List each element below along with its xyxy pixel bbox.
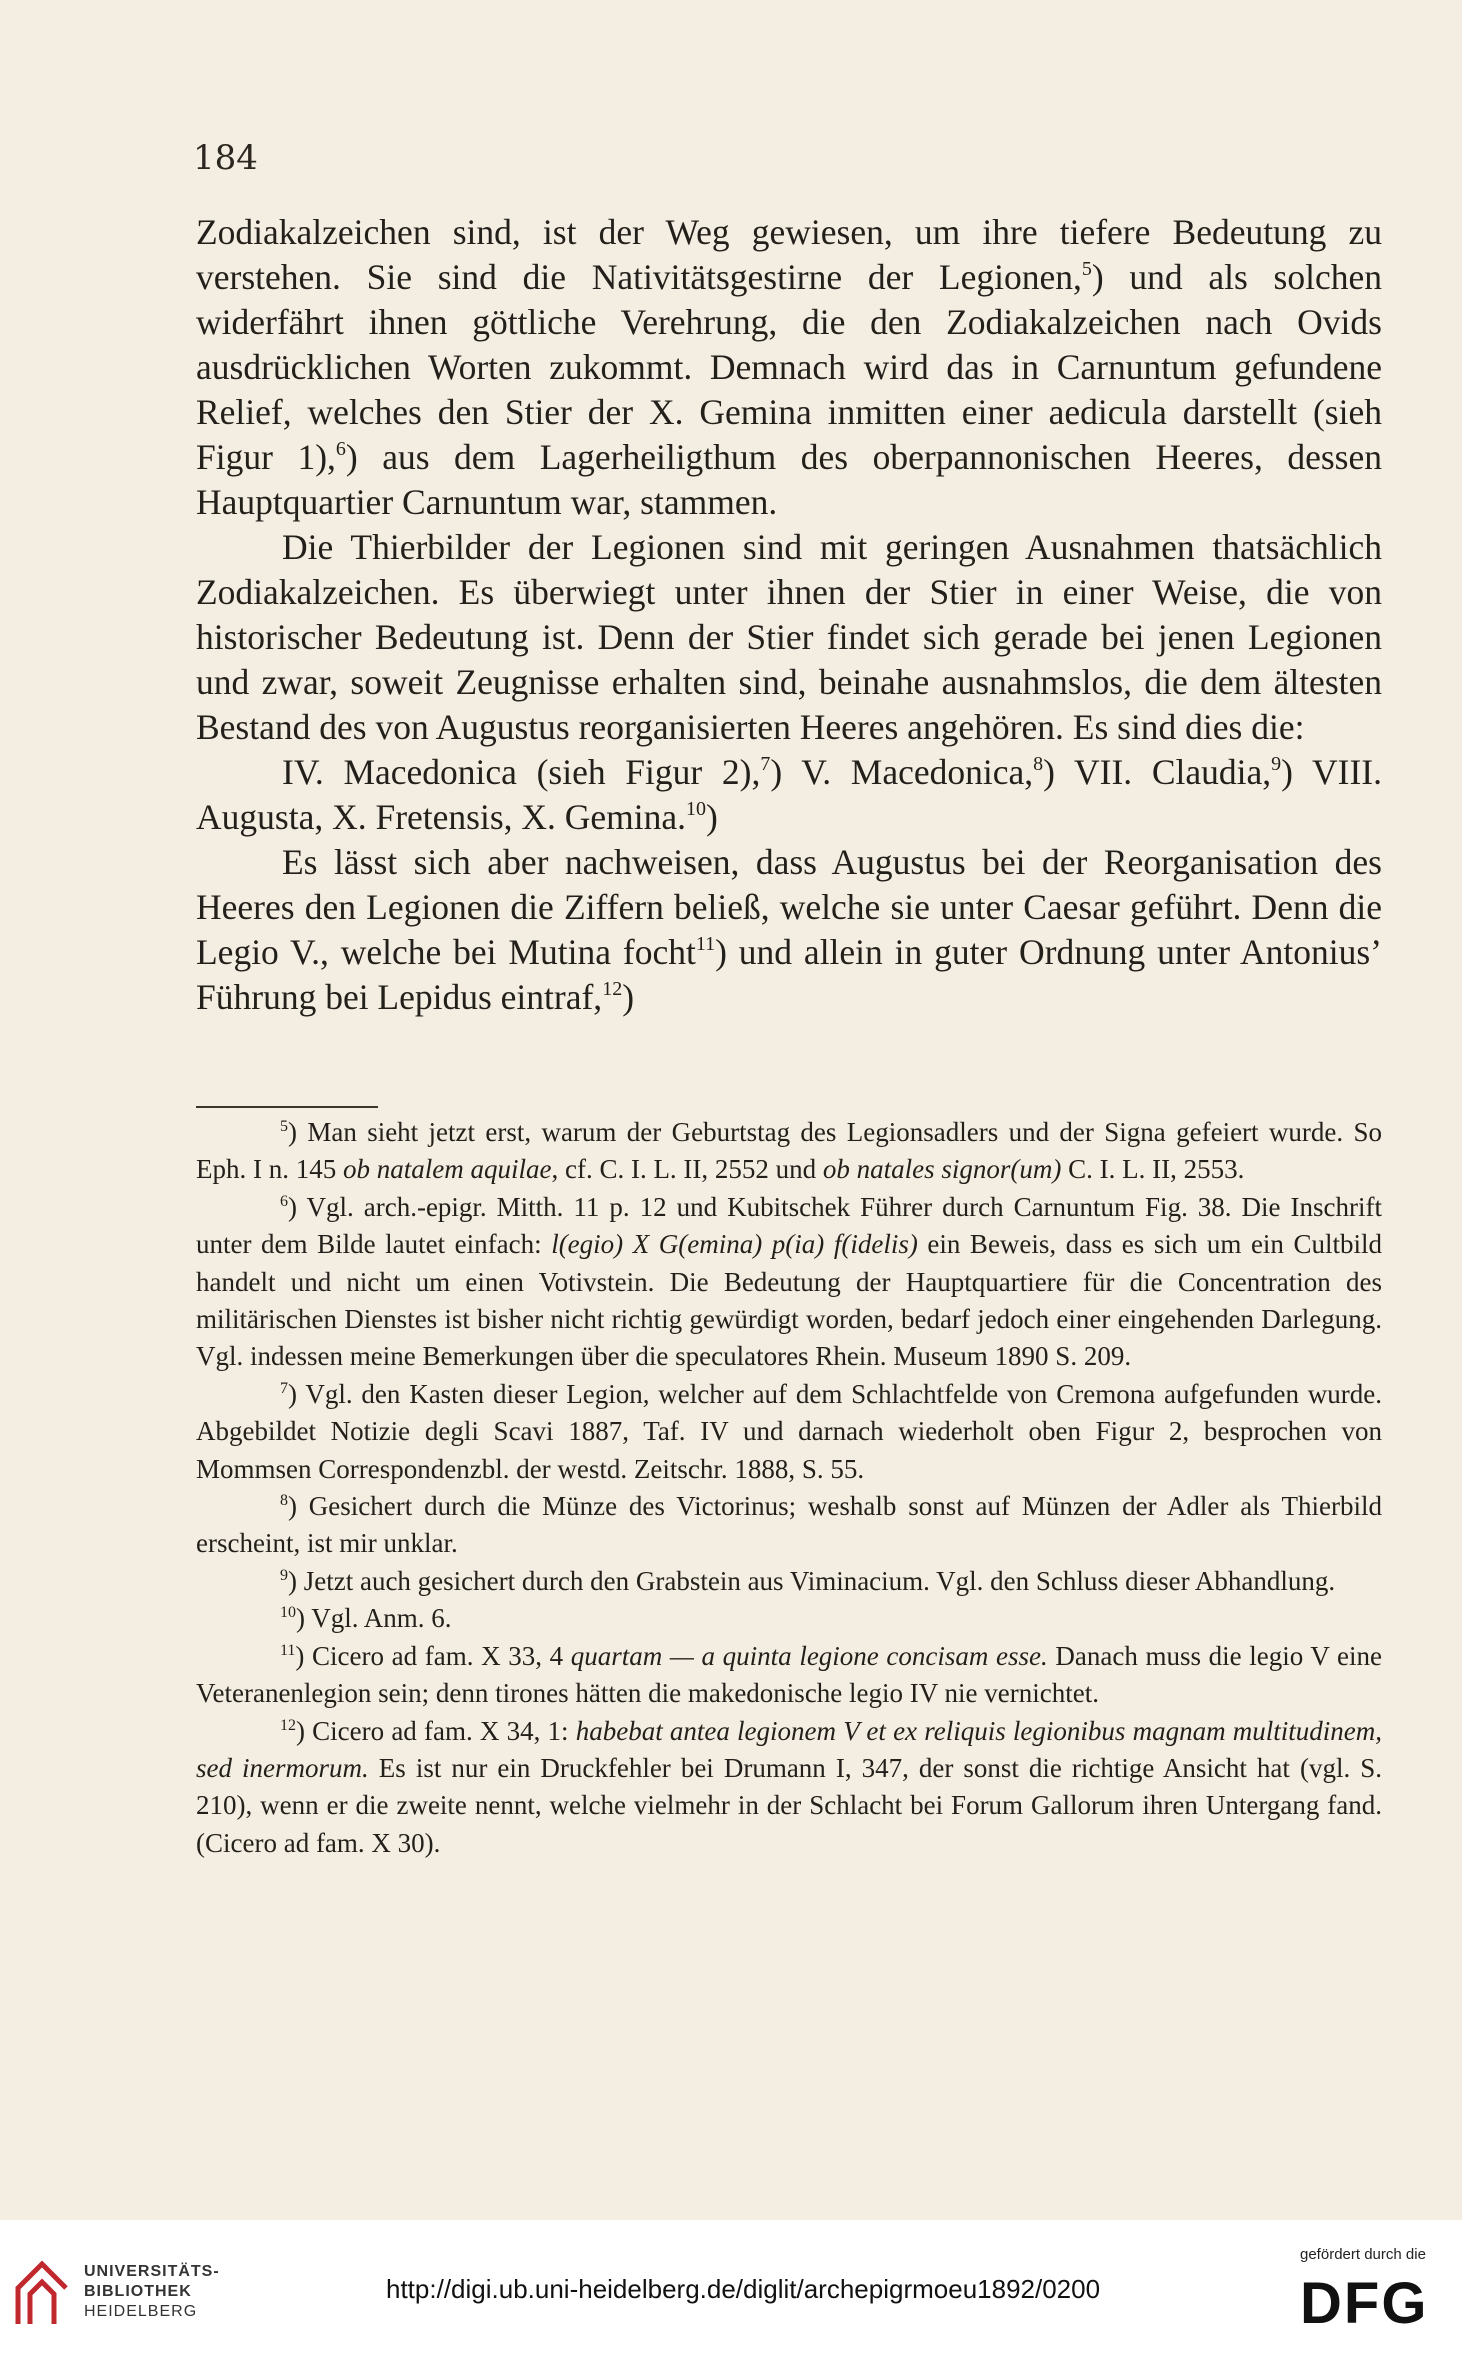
library-name [84,2262,220,2322]
footnote-number: 8 [280,1492,288,1510]
text-run: , cf. C. I. L. II, 2552 und [551,1154,823,1185]
paragraph-4 [196,840,1382,1020]
text-run: ) aus dem Lagerheiligthum des oberpannonischen Heeres, dessen Hauptquartier Carnuntum war, stammen. [196,437,1383,522]
footnote-number: 9 [280,1566,288,1584]
footnote-ref: 8 [1033,753,1044,775]
footnote-ref: 5 [1081,258,1092,280]
text-run: Zodiakalzeichen sind, ist der Weg gewiesen, um ihre tiefere Bedeutung zu verstehen. Sie sind die Nativitätsgestirne der Legionen, [196,212,1382,297]
italic-run: l(egio) X G(emina) p(ia) f(idelis) [551,1229,918,1260]
footnote-5 [196,1114,1382,1189]
text-run: ein Beweis, dass es sich um ein Cultbild handelt und nicht um einen Votivstein. Die Bedeutung der Hauptquartiere für die Concentration des militärischen Dienstes ist bisher nicht richtig gewürdigt worden, bedarf jedoch einer eingehenden Darlegung. Vgl. indessen meine Bemerkungen über die speculatores Rhein. Museum 1890 S. 209. [196,1229,1383,1372]
footnote-10 [196,1600,1382,1637]
main-text [196,210,1382,1020]
text-run: ) Vgl. arch.-epigr. Mitth. 11 p. 12 und Kubitschek Führer durch Carnuntum Fig. 38. Die Inschrift unter dem Bilde lautet einfach: [196,1191,1382,1260]
footnote-6 [196,1189,1382,1376]
footnote-8 [196,1488,1382,1563]
footnote-number: 6 [280,1192,288,1210]
text-run: Es ist nur ein Druckfehler bei Drumann I, 347, der sonst die richtige Ansicht hat (vgl. S. 210), wenn er die zweite nennt, welche vielmehr in der Schlacht bei Forum Gallorum ihren Untergang fand. (Cicero ad fam. X 30). [196,1752,1382,1858]
footnotes [196,1114,1382,1862]
text-run: ) Vgl. den Kasten dieser Legion, welcher auf dem Schlachtfelde von Cremona aufgefunden wurde. Abgebildet Notizie degli Scavi 1887, Taf. IV und darnach wiederholt oben Figur 2, besprochen von Mommsen Correspondenzbl. der westd. Zeitschr. 1888, S. 55. [196,1378,1382,1484]
text-run: ) und allein in guter Ordnung unter Antonius’ Führung bei Lepidus eintraf, [196,932,1382,1017]
footnote-11 [196,1638,1382,1713]
viewer-footer [0,2232,1462,2358]
text-run: C. I. L. II, 2553. [1061,1154,1245,1185]
footnote-12 [196,1713,1382,1863]
library-name-line: BIBLIOTHEK [84,2283,192,2300]
footnote-number: 11 [280,1641,296,1659]
paragraph-1 [196,210,1382,525]
footnote-ref: 11 [695,933,716,955]
italic-run: quartam — a quinta legione concisam esse. [570,1640,1048,1671]
text-run: ) Vgl. Anm. 6. [296,1603,452,1634]
footnote-ref: 10 [686,798,707,820]
page-number: 184 [193,138,258,178]
footnote-7 [196,1376,1382,1488]
library-name-line: HEIDELBERG [84,2303,198,2320]
paragraph-2 [196,525,1382,750]
text-run: ) V. Macedonica, [770,752,1034,792]
footnote-ref: 7 [760,753,771,775]
funding-note: gefördert durch die [1300,2246,1426,2263]
text-run: ) Man sieht jetzt erst, warum der Geburtstag des Legionsadlers und der Signa gefeiert wurde. So Eph. I n. 145 [196,1117,1382,1185]
text-run: ) Cicero ad fam. X 34, 1: [296,1715,576,1746]
footnote-ref: 6 [335,438,346,460]
text-run: ) [622,977,635,1017]
footnote-number: 10 [280,1604,296,1622]
library-name-line: UNIVERSITÄTS- [84,2263,220,2280]
footnote-number: 7 [280,1379,288,1397]
text-run: Die Thierbilder der Legionen sind mit geringen Ausnahmen thatsächlich Zodiakalzeichen. Es überwiegt unter ihnen der Stier in einer Weise, die von historischer Bedeutung ist. Denn der Stier findet sich gerade bei jenen Legionen und zwar, soweit Zeugnisse erhalten sind, beinahe ausnahmslos, die dem ältesten Bestand des von Augustus reorganisierten Heeres angehören. Es sind dies die: [196,527,1382,747]
italic-run: habebat antea legionem V et ex reliquis legionibus magnam multitudinem, sed inermorum. [196,1715,1383,1783]
footnote-divider [196,1106,378,1108]
footnote-number: 5 [280,1118,288,1135]
text-run: Danach muss die legio V eine Veteranenlegion sein; denn tirones hätten die makedonische legio IV nie vernichtet. [196,1640,1382,1709]
text-run: Es lässt sich aber nachweisen, dass Augustus bei der Reorganisation des Heeres den Legionen die Ziffern beließ, welche sie unter Caesar geführt. Denn die Legio V., welche bei Mutina focht [196,842,1382,972]
footnote-ref: 9 [1271,753,1282,775]
text-run: ) und als solchen widerfährt ihnen göttliche Verehrung, die den Zodiakalzeichen nach Ovids ausdrücklichen Worten zukommt. Demnach wird das in Carnuntum gefundene Relief, welches den Stier der X. Gemina inmitten einer aedicula darstellt (sieh Figur 1), [196,257,1382,477]
permalink-url[interactable]: http://digi.ub.uni-heidelberg.de/diglit/archepigrmoeu1892/0200 [386,2274,1101,2304]
italic-run: ob natales signor(um) [822,1154,1062,1185]
italic-run: ob natalem aquilae [342,1154,552,1185]
library-logo-icon [12,2258,72,2328]
footnote-ref: 12 [602,978,623,1000]
text-run: ) VII. Claudia, [1043,752,1272,792]
paragraph-3 [196,750,1382,840]
footnote-number: 12 [280,1716,296,1734]
text-run: ) Jetzt auch gesichert durch den Grabstein aus Viminacium. Vgl. den Schluss dieser Abhandlung. [288,1565,1336,1596]
dfg-logo: DFG [1300,2271,1429,2336]
text-run: ) [706,797,718,837]
text-run: ) Gesichert durch die Münze des Victorinus; weshalb sonst auf Münzen der Adler als Thierbild erscheint, ist mir unklar. [196,1491,1382,1559]
text-run: ) Cicero ad fam. X 33, 4 [295,1640,571,1671]
text-run: IV. Macedonica (sieh Figur 2), [282,752,761,792]
text-run: ) VIII. Augusta, X. Fretensis, X. Gemina. [196,752,1382,837]
footnote-9 [196,1563,1382,1600]
